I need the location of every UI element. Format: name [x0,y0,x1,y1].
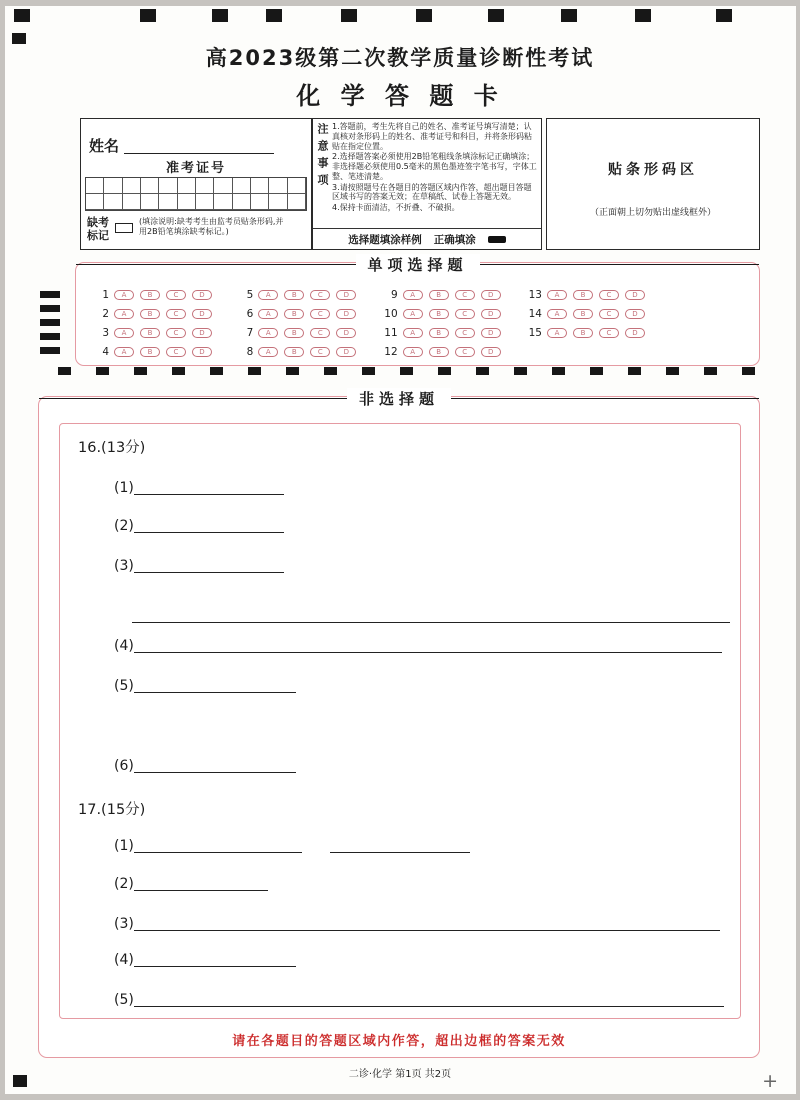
answer-bubble-D[interactable]: D [336,309,356,319]
question-number: 7 [246,326,254,339]
question-number: 11 [384,326,398,339]
ticket-digit-cell[interactable] [288,178,306,194]
answer-bubble-B[interactable]: B [284,290,304,300]
answer-bubble-D[interactable]: D [481,290,501,300]
registration-mark [134,367,147,375]
q16-sub3-continued [132,608,730,624]
essay-section-title: 非选择题 [347,388,451,409]
registration-mark [324,367,337,375]
answer-bubble-D[interactable]: D [336,290,356,300]
q17-sub1: (1) [114,838,470,854]
ticket-digit-cell[interactable] [159,178,177,194]
answer-bubble-C[interactable]: C [599,309,619,319]
notice-item: 2.选择题答案必须使用2B铅笔粗线条填涂标记正确填涂；非选择题必须使用0.5毫米的黑色墨迹签字笔书写，字体工整、笔迹清楚。 [332,152,537,181]
q17-sub2: (2) [114,876,268,892]
essay-section [38,390,760,1058]
answer-bubble-A[interactable]: A [403,328,423,338]
registration-mark [666,367,679,375]
answer-bubble-A[interactable]: A [258,290,278,300]
fill-sample-label: 选择题填涂样例 [348,233,422,246]
absent-mark-row [87,217,307,242]
question-row [522,325,651,340]
answer-bubble-D[interactable]: D [336,347,356,357]
ticket-digit-cell[interactable] [104,178,122,194]
notice-item: 1.答题前，考生先将自己的姓名、准考证号填写清楚；认真核对条形码上的姓名、准考证号和科目，并将条形码粘贴在指定位置。 [332,122,532,151]
question-row [233,287,362,302]
registration-mark [40,305,60,312]
answer-bubble-D[interactable]: D [192,328,212,338]
scan-edge-bottom [0,1094,800,1100]
question-number: 2 [102,307,109,320]
answer-line[interactable] [134,678,296,693]
answer-bubble-B[interactable]: B [140,328,160,338]
absent-note: (填涂说明:缺考考生由监考员贴条形码,并用2B铅笔填涂缺考标记。) [139,217,284,236]
answer-bubble-C[interactable]: C [455,347,475,357]
answer-bubble-C[interactable]: C [455,309,475,319]
answer-line[interactable] [134,916,720,931]
question-row [89,344,218,359]
answer-line[interactable] [134,952,296,967]
absent-mark-box[interactable] [115,223,133,233]
registration-mark [140,9,156,22]
answer-line[interactable] [134,758,296,773]
answer-line[interactable] [330,838,470,853]
correct-fill-label: 正确填涂 [433,233,476,246]
answer-bubble-B[interactable]: B [140,347,160,357]
registration-mark [416,9,432,22]
answer-bubble-D[interactable]: D [481,347,501,357]
question-number: 5 [246,288,254,301]
answer-bubble-A[interactable]: A [114,328,134,338]
barcode-area-note: （正面朝上切勿贴出虚线框外） [589,208,716,218]
ticket-digit-cell[interactable] [86,194,104,210]
name-row [89,135,274,156]
fill-sample-row [313,228,541,249]
name-field[interactable] [124,140,274,154]
exam-title: 高2023级第二次教学质量诊断性考试 [205,46,595,70]
registration-mark [40,319,60,326]
ticket-digit-cell[interactable] [123,178,141,194]
answer-bubble-C[interactable]: C [455,328,475,338]
registration-mark [742,367,755,375]
answer-bubble-B[interactable]: B [429,328,449,338]
q16-sub2: (2) [114,518,284,534]
answer-bubble-B[interactable]: B [284,328,304,338]
q16-sub6: (6) [114,758,296,774]
answer-bubble-C[interactable]: C [310,309,330,319]
q16-sub3: (3) [114,558,284,574]
question-number: 10 [384,307,398,320]
corner-crop-mark: + [762,1070,778,1092]
answer-line[interactable] [134,876,268,891]
answer-bubble-A[interactable]: A [258,309,278,319]
answer-bubble-C[interactable]: C [166,347,186,357]
answer-bubble-A[interactable]: A [547,328,567,338]
answer-bubble-C[interactable]: C [166,290,186,300]
ticket-digit-cell[interactable] [196,178,214,194]
ticket-digit-cell[interactable] [86,178,104,194]
ticket-digit-cell[interactable] [214,194,232,210]
answer-bubble-A[interactable]: A [403,290,423,300]
answer-bubble-B[interactable]: B [573,328,593,338]
answer-bubble-A[interactable]: A [258,347,278,357]
answer-bubble-A[interactable]: A [403,347,423,357]
registration-mark [438,367,451,375]
essay-answer-area [59,423,741,1019]
ticket-digit-cell[interactable] [159,194,177,210]
registration-mark [628,367,641,375]
answer-line[interactable] [134,838,302,853]
choice-column [233,287,362,363]
choice-column [378,287,507,363]
q17-sub5: (5) [114,992,724,1008]
registration-mark [210,367,223,375]
registration-mark [40,347,60,354]
choice-section-header [76,254,759,275]
question-row [522,287,651,302]
q16-sub5: (5) [114,678,296,694]
choice-section-title: 单项选择题 [356,254,480,275]
q16-sub1: (1) [114,480,284,496]
header-line [480,264,760,265]
answer-bubble-D[interactable]: D [625,328,645,338]
answer-bubble-D[interactable]: D [481,328,501,338]
registration-mark [400,367,413,375]
question-number: 9 [390,288,398,301]
notice-item: 3.请按照题号在各题目的答题区域内作答，超出题目答题区域书写的答案无效；在草稿纸、试卷上答题无效。 [332,182,532,202]
question-row [378,306,507,321]
registration-mark [212,9,228,22]
choice-grid [89,287,651,363]
question-row [522,306,651,321]
answer-bubble-B[interactable]: B [140,290,160,300]
answer-bubble-C[interactable]: C [599,328,619,338]
scan-edge-top [0,0,800,6]
answer-bubble-C[interactable]: C [166,309,186,319]
registration-mark [704,367,717,375]
question-number: 8 [246,345,254,358]
question-number: 1 [102,288,109,301]
answer-bubble-C[interactable]: C [310,290,330,300]
answer-bubble-B[interactable]: B [429,290,449,300]
ticket-digit-cell[interactable] [141,194,159,210]
registration-mark [266,9,282,22]
choice-section [75,256,760,366]
page-footer: 二诊·化学 第1页 共2页 [348,1069,452,1080]
notice-title: 注意事项 [316,123,329,191]
question-row [233,344,362,359]
question-17-label: 17.(15分) [78,802,146,818]
barcode-area-box [546,118,760,250]
answer-area-warning: 请在各题目的答题区域内作答，超出边框的答案无效 [232,1034,566,1049]
name-label: 姓名 [89,137,120,155]
scan-edge-left [0,0,5,1100]
registration-mark [40,291,60,298]
answer-bubble-A[interactable]: A [114,347,134,357]
registration-mark [590,367,603,375]
question-row [89,306,218,321]
answer-bubble-A[interactable]: A [114,309,134,319]
sheet-title: 化 学 答 题 卡 [296,82,504,110]
q17-sub4: (4) [114,952,296,968]
answer-bubble-B[interactable]: B [284,309,304,319]
answer-bubble-C[interactable]: C [599,290,619,300]
ticket-digit-cell[interactable] [269,178,287,194]
answer-line[interactable] [134,558,284,573]
registration-mark [286,367,299,375]
answer-bubble-B[interactable]: B [429,309,449,319]
registration-mark [58,367,71,375]
answer-line[interactable] [134,638,722,653]
question-number: 3 [102,326,109,339]
answer-line[interactable] [134,480,284,495]
question-row [89,287,218,302]
absent-mark-label: 缺考 标记 [87,216,109,242]
question-number: 14 [528,307,542,320]
ticket-digit-cell[interactable] [251,194,269,210]
answer-bubble-C[interactable]: C [455,290,475,300]
question-number: 12 [384,345,398,358]
answer-bubble-A[interactable]: A [547,290,567,300]
ticket-digit-cell[interactable] [269,194,287,210]
answer-bubble-B[interactable]: B [429,347,449,357]
registration-mark [172,367,185,375]
ticket-digit-cell[interactable] [251,178,269,194]
filled-mark-icon [488,236,506,243]
q17-sub3: (3) [114,916,720,932]
registration-mark [488,9,504,22]
answer-bubble-C[interactable]: C [166,328,186,338]
answer-bubble-A[interactable]: A [547,309,567,319]
question-number: 6 [246,307,254,320]
answer-bubble-B[interactable]: B [573,309,593,319]
answer-bubble-C[interactable]: C [310,347,330,357]
answer-bubble-A[interactable]: A [403,309,423,319]
choice-column [522,287,651,363]
registration-mark [552,367,565,375]
ticket-digit-cell[interactable] [288,194,306,210]
registration-mark [476,367,489,375]
ticket-digit-cell[interactable] [196,194,214,210]
question-row [233,325,362,340]
ticket-digit-cell[interactable] [104,194,122,210]
question-row [378,344,507,359]
ticket-digit-cell[interactable] [178,178,196,194]
question-row [89,325,218,340]
header-line [39,398,347,399]
answer-bubble-B[interactable]: B [284,347,304,357]
answer-line[interactable] [134,992,724,1007]
registration-mark [635,9,651,22]
notice-list [332,122,538,214]
answer-bubble-D[interactable]: D [481,309,501,319]
registration-mark [14,9,30,22]
registration-mark [248,367,261,375]
answer-bubble-D[interactable]: D [625,309,645,319]
ticket-digit-cell[interactable] [178,194,196,210]
question-number: 4 [102,345,109,358]
ticket-digit-cell[interactable] [123,194,141,210]
notice-box [312,118,542,250]
answer-bubble-D[interactable]: D [192,347,212,357]
ticket-digit-cell[interactable] [214,178,232,194]
registration-mark [40,333,60,340]
header-line [76,264,356,265]
answer-bubble-A[interactable]: A [258,328,278,338]
registration-mark [96,367,109,375]
answer-bubble-A[interactable]: A [114,290,134,300]
choice-column [89,287,218,363]
ticket-digit-cell[interactable] [233,194,251,210]
question-row [378,287,507,302]
notice-item: 4.保持卡面清洁，不折叠、不破损。 [332,203,460,212]
ticket-digit-cell[interactable] [233,178,251,194]
answer-line[interactable] [132,608,730,623]
ticket-number-label: 准考证号 [165,161,226,176]
answer-bubble-B[interactable]: B [573,290,593,300]
answer-bubble-B[interactable]: B [140,309,160,319]
answer-bubble-D[interactable]: D [192,290,212,300]
ticket-digit-cell[interactable] [141,178,159,194]
answer-bubble-D[interactable]: D [625,290,645,300]
registration-mark [341,9,357,22]
question-row [378,325,507,340]
answer-bubble-D[interactable]: D [336,328,356,338]
question-16-label: 16.(13分) [78,440,146,456]
header-line [451,398,759,399]
barcode-area-title: 贴条形码区 [608,162,698,178]
registration-mark [362,367,375,375]
registration-mark [561,9,577,22]
answer-bubble-C[interactable]: C [310,328,330,338]
registration-mark [514,367,527,375]
question-number: 15 [528,326,542,339]
scan-edge-right [796,0,800,1100]
question-row [233,306,362,321]
question-number: 13 [528,288,542,301]
q16-sub4: (4) [114,638,722,654]
answer-bubble-D[interactable]: D [192,309,212,319]
ticket-number-grid[interactable] [85,177,307,211]
registration-mark [716,9,732,22]
essay-section-header [39,388,759,409]
student-info-box [80,118,312,250]
answer-line[interactable] [134,518,284,533]
